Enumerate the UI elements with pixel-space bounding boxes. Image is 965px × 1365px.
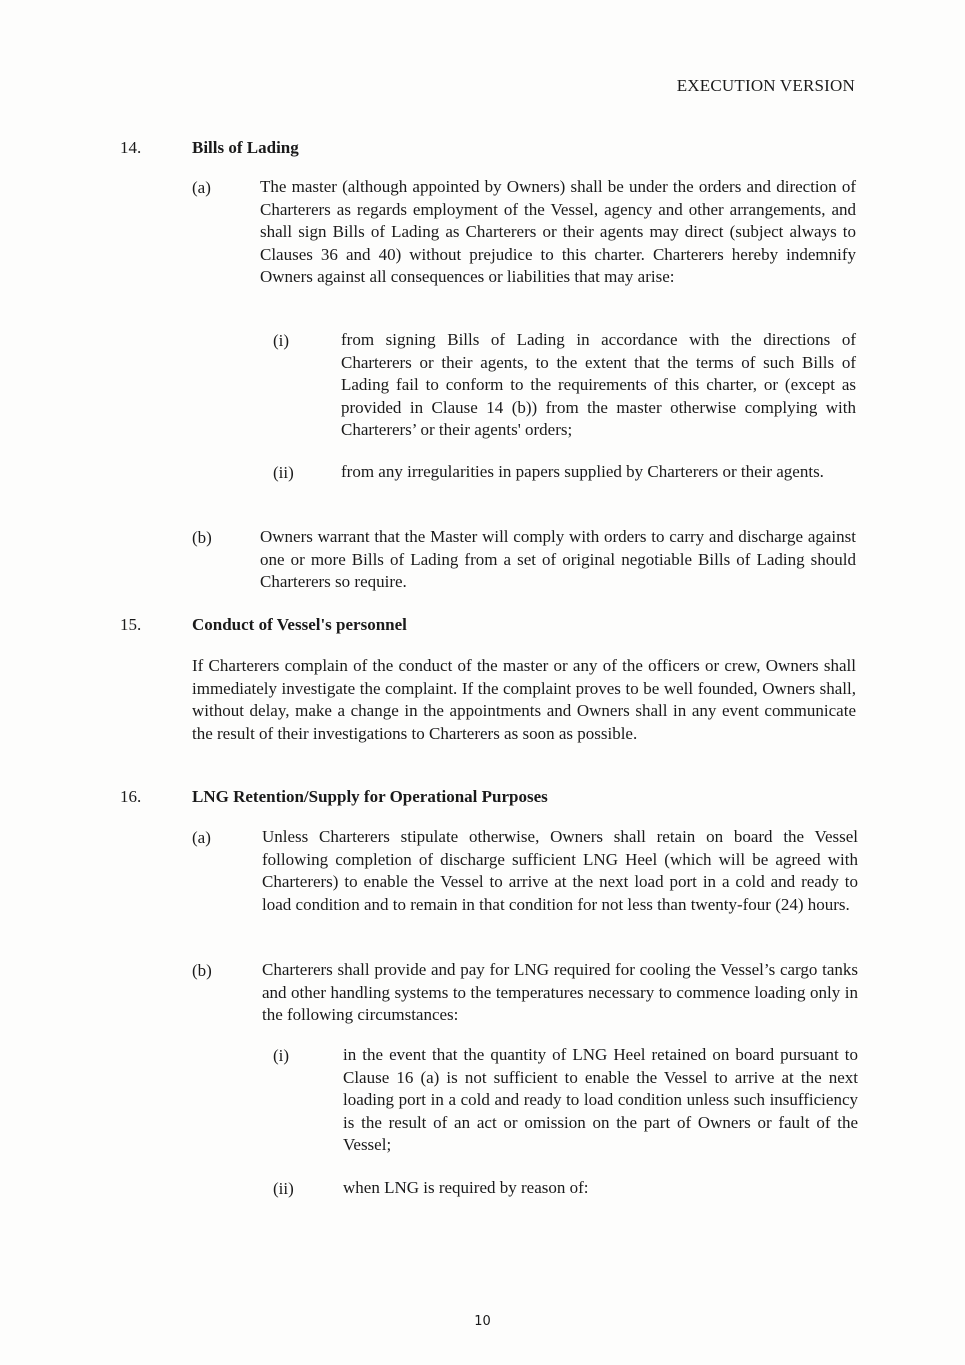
clause-16b-text: Charterers shall provide and pay for LNG required for cooling the Vessel’s cargo tanks and other handling systems to the temperatures necessary to commence loading only in the following circumstances:	[262, 960, 858, 1024]
clause-14a-i-text: from signing Bills of Lading in accordance with the directions of Charterers or their agents, to the extent that the terms of such Bills of Lading fail to conform to the requirements of this charter, or (except as provided in Clause 14 (b)) from the master otherwise complying with Charterers’ or their agents' orders;	[341, 330, 856, 439]
clause-14b-text: Owners warrant that the Master will comply with orders to carry and discharge against one or more Bills of Lading from a set of original negotiable Bills of Lading should Charterers so require.	[260, 527, 856, 591]
clause-16b-ii-text: when LNG is required by reason of:	[343, 1178, 589, 1197]
clause-15-title: Conduct of Vessel's personnel	[192, 615, 407, 634]
page-number: 10	[474, 1314, 491, 1329]
execution-version-header: EXECUTION VERSION	[676, 76, 855, 95]
clause-16-title: LNG Retention/Supply for Operational Purposes	[192, 787, 548, 806]
clause-16b-i-text: in the event that the quantity of LNG Heel retained on board pursuant to Clause 16 (a) is not sufficient to enable the Vessel to arrive at the next loading port in a cold and ready to load condition unless such insufficiency is the result of an act or omission on the part of Owners or fault of the Vessel;	[343, 1045, 858, 1154]
clause-16b-label: (b)	[192, 961, 212, 980]
clause-15-number: 15.	[120, 615, 142, 634]
clause-14a-ii-label: (ii)	[273, 463, 294, 482]
clause-14a-label: (a)	[192, 178, 211, 197]
clause-15-text: If Charterers complain of the conduct of the master or any of the officers or crew, Owners shall immediately investigate the complaint. If the complaint proves to be well founded, Owners shall, without delay, make a change in the appointments and Owners shall in any event communicate the result of their investigations to Charterers as soon as possible.	[192, 656, 856, 743]
clause-16b-ii-label: (ii)	[273, 1179, 294, 1198]
clause-16-number: 16.	[120, 787, 142, 806]
clause-16a-text: Unless Charterers stipulate otherwise, Owners shall retain on board the Vessel following completion of discharge sufficient LNG Heel (which will be agreed with Charterers) to enable the Vessel to arrive at the next load port in a cold and ready to load condition and to remain in that condition for not less than twenty-four (24) hours.	[262, 827, 858, 914]
clause-14-title: Bills of Lading	[192, 138, 299, 157]
clause-14a-i-label: (i)	[273, 331, 290, 350]
clause-16b-i-label: (i)	[273, 1046, 290, 1065]
clause-14a-ii-text: from any irregularities in papers supplied by Charterers or their agents.	[341, 462, 824, 481]
clause-14b-label: (b)	[192, 528, 212, 547]
clause-16a-label: (a)	[192, 828, 211, 847]
clause-14a-text: The master (although appointed by Owners) shall be under the orders and direction of Charterers as regards employment of the Vessel, agency and other arrangements, and shall sign Bills of Lading as Charterers or their agents may direct (subject always to Clauses 36 and 40) without prejudice to this charter. Charterers hereby indemnify Owners against all consequences or liabilities that may arise:	[260, 177, 856, 286]
clause-14-number: 14.	[120, 138, 142, 157]
